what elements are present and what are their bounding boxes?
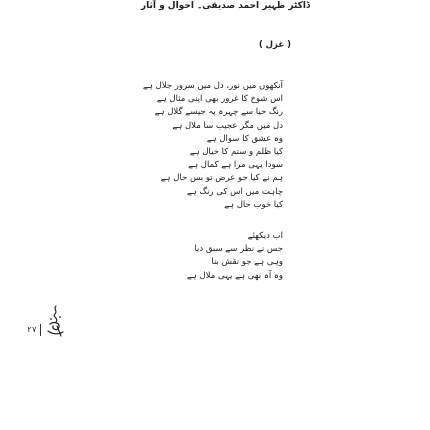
verse-line: رنگ حیا سے چہرہ پہ جیسے گلال ہے <box>154 107 283 118</box>
verse-line: چاہت میں اس کی رنگ ہے <box>186 186 283 197</box>
verse-line: ہم نے کیا جو عرض تو بس حال ہے <box>160 173 283 184</box>
verse-line: کیا خوب حال ہے <box>224 199 283 210</box>
verse-line: کیا ظلم و ستم کا خیال ہے <box>189 147 283 158</box>
page-footer <box>27 304 66 338</box>
running-header: ڈاکٹر ظہیر احمد صدیقی۔ احوال و آثار <box>140 1 310 11</box>
poem-stanza-1 <box>143 80 283 212</box>
verse-line: اب دیکھئے <box>247 231 283 241</box>
calligraphic-monogram-icon <box>44 304 66 338</box>
footer-divider <box>40 324 41 336</box>
verse-line: آنکھوں میں نور، دل میں سرور جلال ہے <box>142 81 283 91</box>
page-number: ۲۷ <box>27 325 37 334</box>
verse-line: اس شوخ کا غرور بھی اپنی مثال ہے <box>156 94 283 105</box>
verse-line: وہی ہے جو نقش بنا <box>211 257 283 268</box>
verse-line: دل میں مگر عجیب سا ملال ہے <box>172 120 283 131</box>
poem-stanza-2 <box>187 230 283 283</box>
poem-title: ( غزل ) <box>258 40 291 50</box>
verse-line: وہ عشق کا سوال ہے <box>206 133 283 144</box>
verse-line: سودا یہی مرا ہے کمال ہے <box>188 160 283 171</box>
verse-line: وہ آہ بھی ہے یہی ملال ہے <box>186 270 283 281</box>
verse-line: جس نے نظر سے سبق دیا <box>194 244 283 255</box>
